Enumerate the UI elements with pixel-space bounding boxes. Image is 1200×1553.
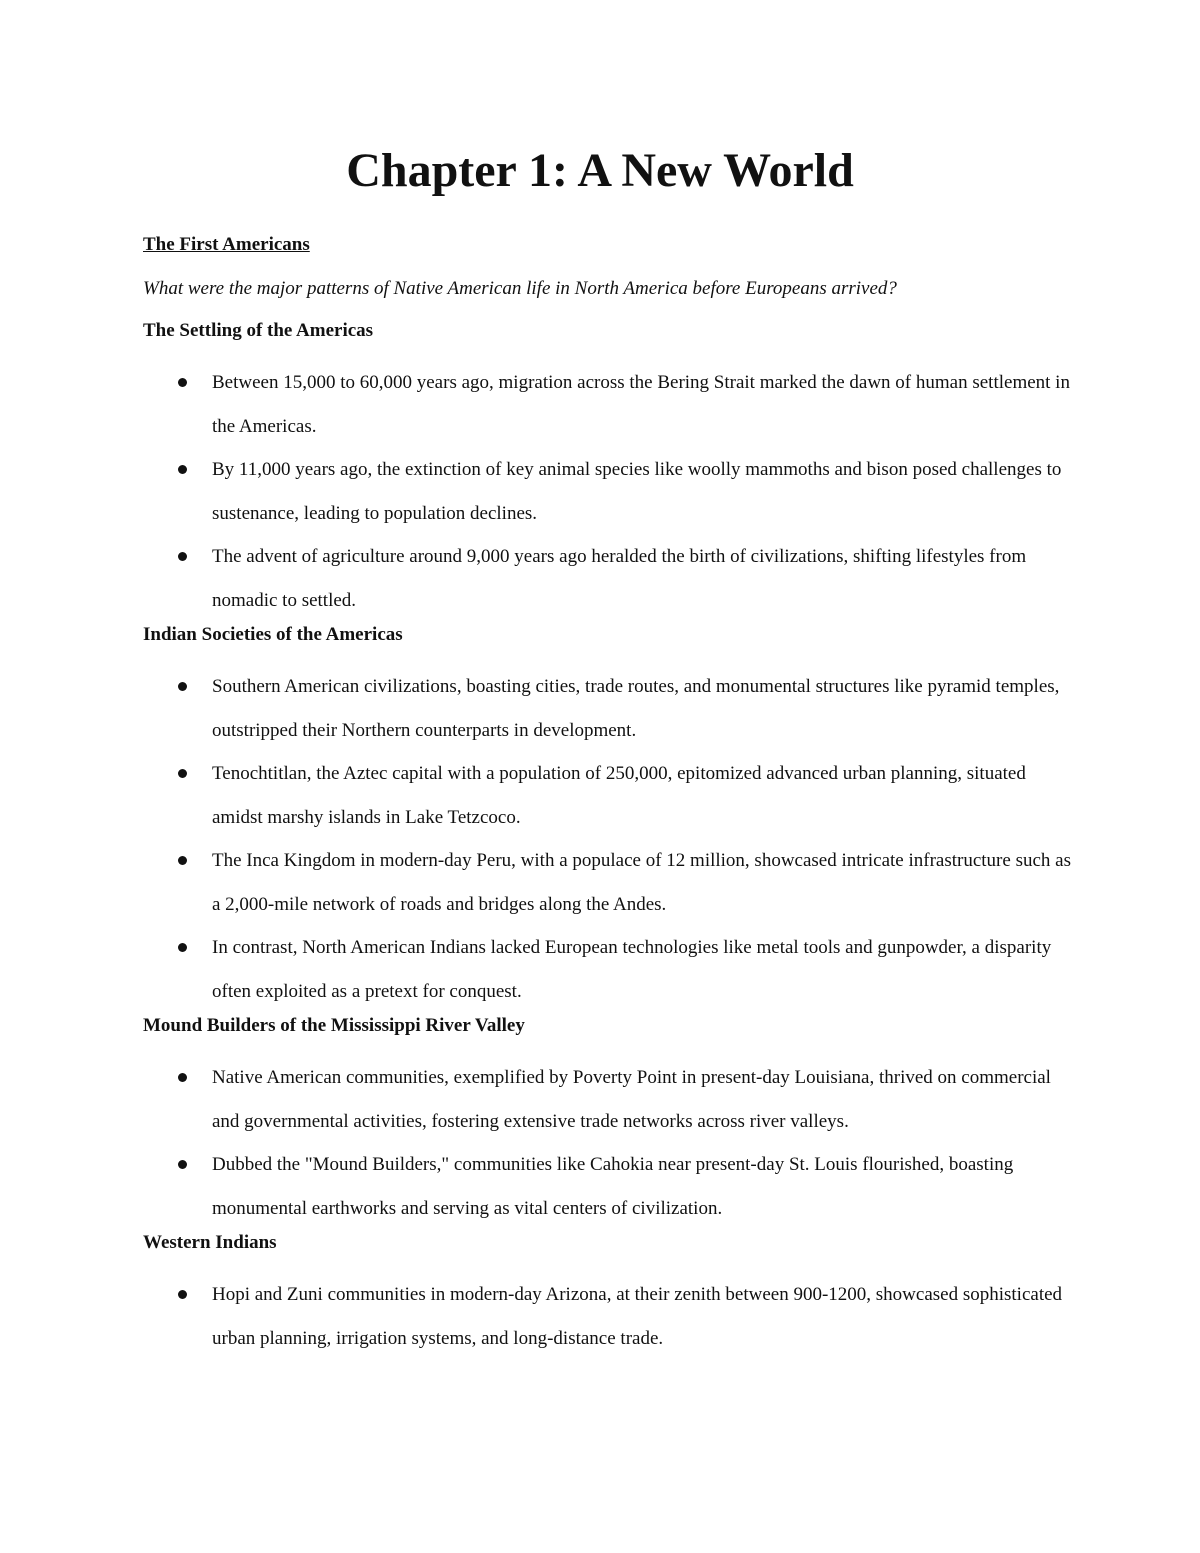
- bullet-text: Dubbed the "Mound Builders," communities like Cahokia near present-day St. Louis flourished, boasting monumental earthworks and serving as vital centers of civilization.: [212, 1154, 1014, 1219]
- bullet-text: Between 15,000 to 60,000 years ago, migration across the Bering Strait marked the dawn of human settlement in the Americas.: [212, 372, 1070, 437]
- bullet-icon: [178, 378, 187, 387]
- subsection: [143, 1230, 1073, 1360]
- subsection-heading: Western Indians: [143, 1232, 277, 1253]
- bullet-icon: [178, 1073, 187, 1082]
- bullet-item: [143, 1273, 1073, 1360]
- bullet-text: Hopi and Zuni communities in modern-day Arizona, at their zenith between 900-1200, showcased sophisticated urban planning, irrigation systems, and long-distance trade.: [212, 1284, 1063, 1349]
- bullet-icon: [178, 465, 187, 474]
- document-content: [143, 318, 1073, 1360]
- bullet-text: Native American communities, exemplified by Poverty Point in present-day Louisiana, thrived on commercial and governmental activities, fostering extensive trade networks across river valleys.: [212, 1067, 1051, 1132]
- bullet-item: [143, 448, 1073, 535]
- bullet-text: Tenochtitlan, the Aztec capital with a population of 250,000, epitomized advanced urban planning, situated amidst marshy islands in Lake Tetzcoco.: [212, 763, 1026, 828]
- bullet-icon: [178, 682, 187, 691]
- bullet-icon: [178, 1290, 187, 1299]
- bullet-item: [143, 1143, 1073, 1230]
- subsection-heading: Mound Builders of the Mississippi River Valley: [143, 1015, 525, 1036]
- bullet-item: [143, 665, 1073, 752]
- subsection-heading: Indian Societies of the Americas: [143, 624, 403, 645]
- subsection-heading: The Settling of the Americas: [143, 320, 374, 341]
- bullet-icon: [178, 1160, 187, 1169]
- bullet-item: [143, 752, 1073, 839]
- bullet-text: In contrast, North American Indians lacked European technologies like metal tools and gunpowder, a disparity often exploited as a pretext for conquest.: [212, 937, 1052, 1002]
- bullet-text: The advent of agriculture around 9,000 years ago heralded the birth of civilizations, shifting lifestyles from nomadic to settled.: [212, 546, 1027, 611]
- bullet-item: [143, 1056, 1073, 1143]
- bullet-item: [143, 535, 1073, 622]
- bullet-icon: [178, 552, 187, 561]
- section-title: The First Americans: [143, 234, 310, 255]
- bullet-text: Southern American civilizations, boasting cities, trade routes, and monumental structures like pyramid temples, outstripped their Northern counterparts in development.: [212, 676, 1060, 741]
- bullet-item: [143, 926, 1073, 1013]
- subsection: [143, 318, 1073, 622]
- guiding-question: What were the major patterns of Native American life in North America before Europeans arrived?: [143, 278, 897, 299]
- bullet-icon: [178, 769, 187, 778]
- bullet-list: [143, 1056, 1073, 1230]
- bullet-item: [143, 361, 1073, 448]
- bullet-text: By 11,000 years ago, the extinction of key animal species like woolly mammoths and bison posed challenges to sustenance, leading to population declines.: [212, 459, 1062, 524]
- bullet-list: [143, 1273, 1073, 1360]
- bullet-icon: [178, 943, 187, 952]
- bullet-icon: [178, 856, 187, 865]
- bullet-text: The Inca Kingdom in modern-day Peru, with a populace of 12 million, showcased intricate infrastructure such as a 2,000-mile network of roads and bridges along the Andes.: [212, 850, 1071, 915]
- bullet-list: [143, 665, 1073, 1013]
- bullet-list: [143, 361, 1073, 622]
- bullet-item: [143, 839, 1073, 926]
- document-title: Chapter 1: A New World: [346, 144, 854, 197]
- subsection: [143, 622, 1073, 1013]
- subsection: [143, 1013, 1073, 1230]
